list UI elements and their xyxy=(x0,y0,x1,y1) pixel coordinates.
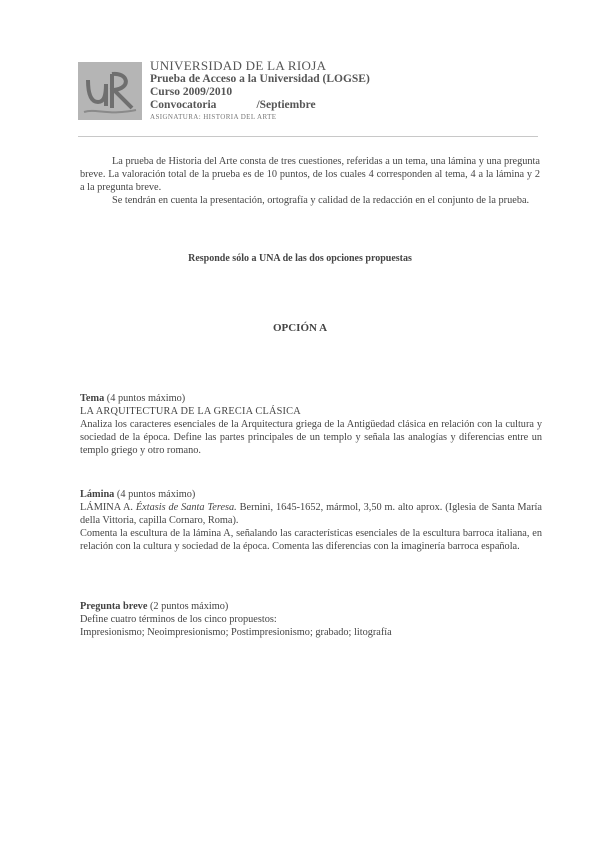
lamina-label: LÁMINA A. xyxy=(80,502,133,513)
convocatoria-line xyxy=(150,99,370,112)
exam-name: Prueba de Acceso a la Universidad (LOGSE) xyxy=(150,73,370,85)
pregunta-line-1: Define cuatro términos de los cinco propuestos: xyxy=(80,614,277,625)
lamina-caption xyxy=(80,501,542,527)
subject-line: ASIGNATURA: HISTORIA DEL ARTE xyxy=(150,113,277,121)
tema-points: (4 puntos máximo) xyxy=(106,393,186,404)
session-label: /Septiembre xyxy=(256,99,316,111)
convocatoria-label: Convocatoria xyxy=(150,99,217,111)
option-title: OPCIÓN A xyxy=(272,322,328,334)
course-year: Curso 2009/2010 xyxy=(150,86,233,98)
intro-paragraph-2: Se tendrán en cuenta la presentación, ortografía y calidad de la redacción en el conjunto de la prueba. xyxy=(112,195,530,206)
header-divider xyxy=(78,136,538,137)
tema-heading: Tema xyxy=(80,393,105,404)
pregunta-heading: Pregunta breve xyxy=(80,601,148,612)
lamina-details: Bernini, 1645-1652, mármol, 3,50 m. alto aprox. (Iglesia de Santa María della Vittoria, capilla Cornaro, Roma). xyxy=(80,502,542,526)
tema-section xyxy=(80,392,542,457)
option-instruction: Responde sólo a UNA de las dos opciones propuestas xyxy=(188,253,412,264)
pregunta-terms: Impresionismo; Neoimpresionismo; Postimpresionismo; grabado; litografía xyxy=(80,627,392,638)
tema-body: Analiza los caracteres esenciales de la Arquitectura griega de la Antigüedad clásica en relación con la cultura y sociedad de la época. Define las partes principales de un templo y señala las analogías y diferencias entre un templo griego y otro romano. xyxy=(80,419,542,456)
instructions-intro xyxy=(80,155,540,207)
lamina-heading: Lámina xyxy=(80,489,115,500)
lamina-heading-line xyxy=(80,488,542,501)
intro-paragraph-1: La prueba de Historia del Arte consta de tres cuestiones, referidas a un tema, una lámina y una pregunta breve. La valoración total de la prueba es de 10 puntos, de los cuales 4 corresponden al tema, 4 a la lámina y 2 a la pregunta breve. xyxy=(80,156,540,193)
lamina-body: Comenta la escultura de la lámina A, señalando las características esenciales de la escultura barroca italiana, en relación con la cultura y sociedad de la época. Comenta las diferencias con la imaginería barroca española. xyxy=(80,528,542,552)
pregunta-points: (2 puntos máximo) xyxy=(149,601,229,612)
lamina-section xyxy=(80,488,542,553)
tema-heading-line xyxy=(80,392,542,405)
lamina-work-title: Éxtasis de Santa Teresa. xyxy=(135,502,237,513)
pregunta-section xyxy=(80,600,542,639)
university-logo-icon xyxy=(78,62,142,120)
pregunta-heading-line xyxy=(80,600,542,613)
lamina-points: (4 puntos máximo) xyxy=(116,489,196,500)
university-name: UNIVERSIDAD DE LA RIOJA xyxy=(150,58,327,73)
tema-title: LA ARQUITECTURA DE LA GRECIA CLÁSICA xyxy=(80,406,301,417)
exam-header xyxy=(150,58,370,122)
logo-mark xyxy=(78,62,142,120)
